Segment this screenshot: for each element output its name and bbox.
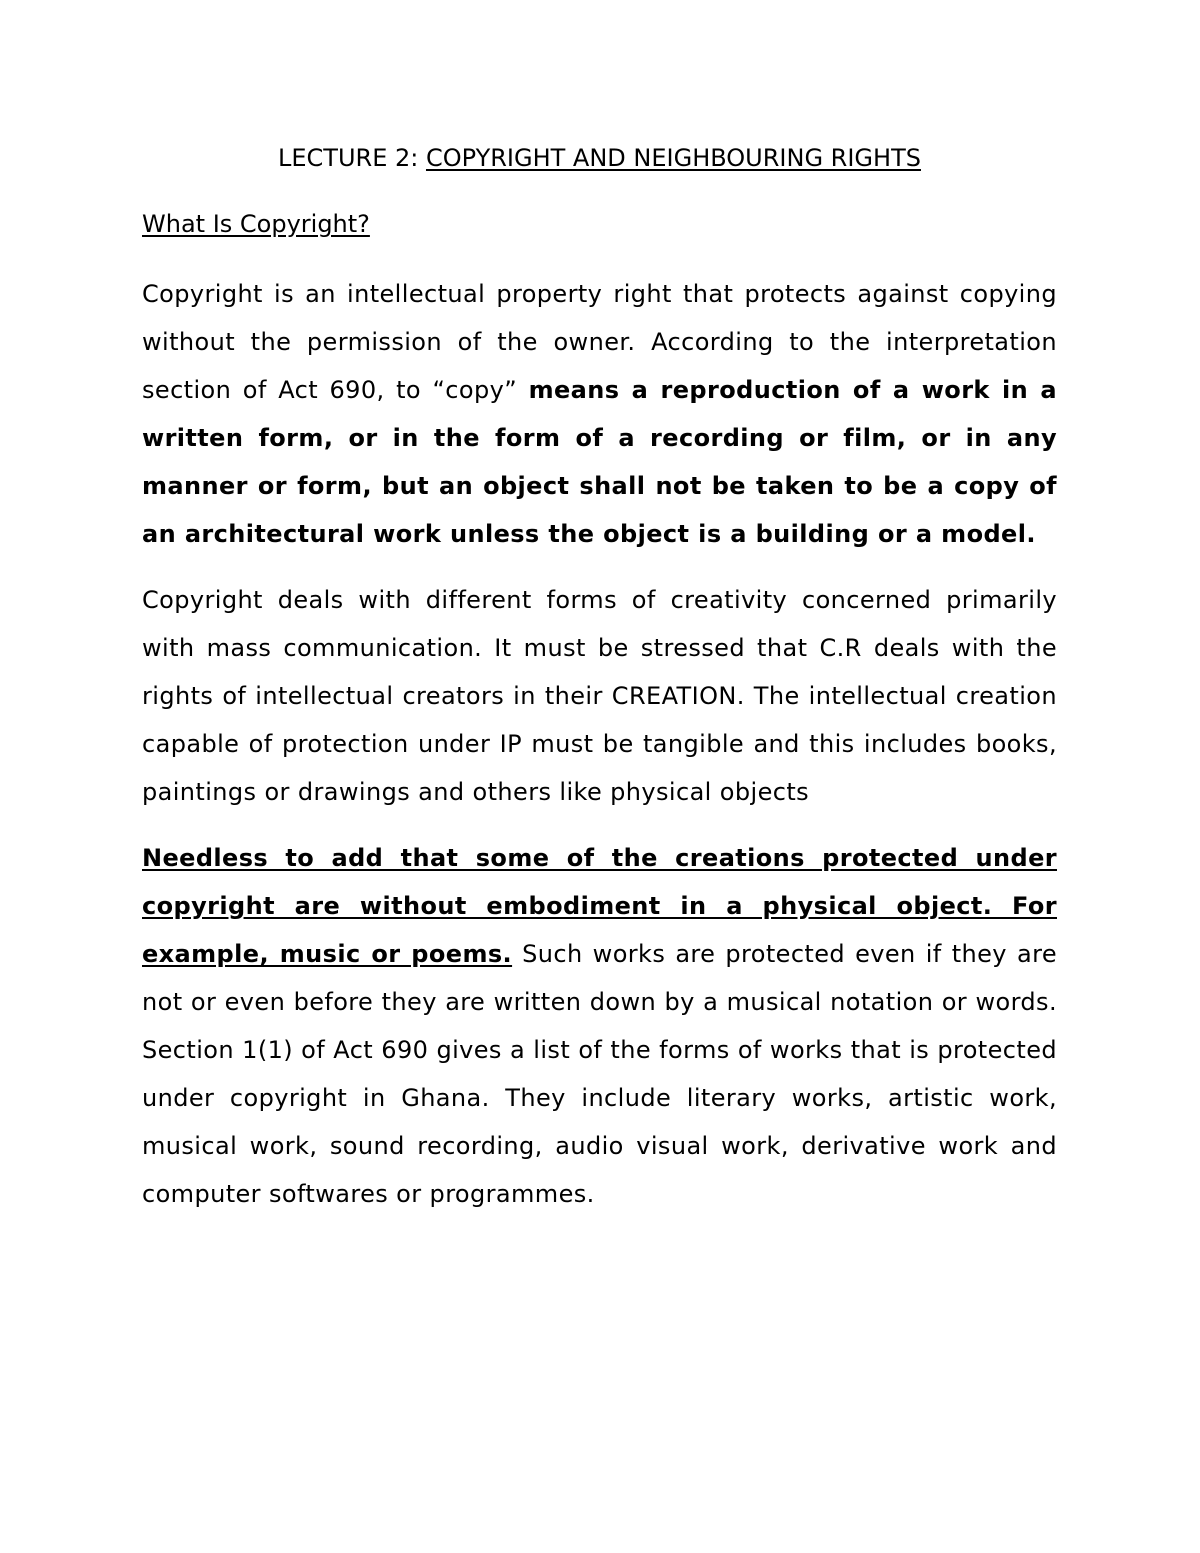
document-page xyxy=(142,138,1057,1236)
page-title xyxy=(142,138,1057,178)
paragraph-embodiment-emphasis: Needless to add that some of the creations protected under copyright are without embodiment in a physical object. For example, music or poems. xyxy=(142,844,1057,968)
paragraph-definition-text: Copyright is an intellectual property right that protects against copying without the permission of the owner. According to the interpretation section of Act 690, to “copy” xyxy=(142,280,1057,404)
title-prefix: LECTURE 2: xyxy=(278,144,426,172)
section-heading: What Is Copyright? xyxy=(142,210,370,238)
paragraph-definition-bold: means a reproduction of a work in a written form, or in the form of a recording or film, or in any manner or form, but an object shall not be taken to be a copy of an architectural work unless the object is a building or a model. xyxy=(142,376,1057,548)
paragraph-definition xyxy=(142,270,1057,558)
paragraph-creativity: Copyright deals with different forms of creativity concerned primarily with mass communication. It must be stressed that C.R deals with the rights of intellectual creators in their CREATION. The intellectual creation capable of protection under IP must be tangible and this includes books, paintings or drawings and others like physical objects xyxy=(142,586,1057,806)
paragraph-embodiment xyxy=(142,834,1057,1218)
paragraph-embodiment-text: Such works are protected even if they are not or even before they are written down by a musical notation or words. Section 1(1) of Act 690 gives a list of the forms of works that is protected under copyright in Ghana. They include literary works, artistic work, musical work, sound recording, audio visual work, derivative work and computer softwares or programmes. xyxy=(142,940,1057,1208)
title-main: COPYRIGHT AND NEIGHBOURING RIGHTS xyxy=(425,144,921,172)
